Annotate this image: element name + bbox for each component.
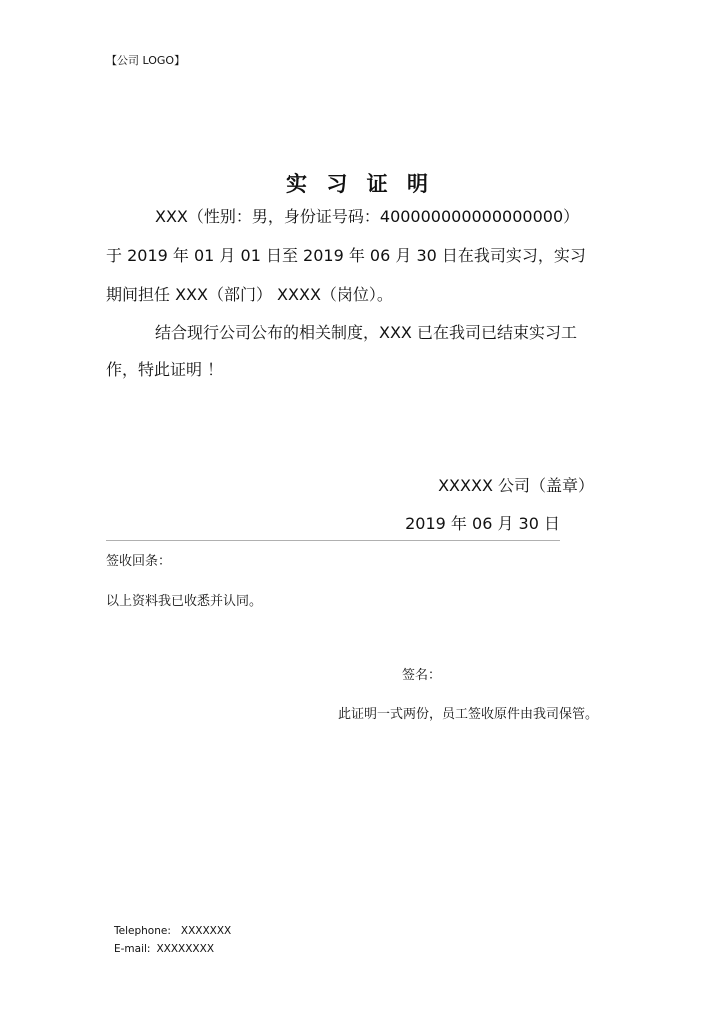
issue-date: 2019 年 06 月 30 日 [405,514,560,533]
receipt-label: 签收回条： [106,554,172,569]
body-paragraph-1-line-1: XXX（性别：男，身份证号码：400000000000000000） [155,207,580,226]
body-paragraph-1-line-3: 期间担任 XXX（部门） XXXX（岗位）。 [106,285,393,304]
custody-note: 此证明一式两份，员工签收原件由我司保管。 [337,707,598,722]
section-divider [106,540,560,541]
telephone-label: Telephone: [114,925,171,937]
body-paragraph-1-line-2: 于 2019 年 01 月 01 日至 2019 年 06 月 30 日在我司实习，实习 [106,246,586,265]
company-seal-line: XXXXX 公司（盖章） [438,476,594,495]
email-value: XXXXXXXX [156,943,215,955]
body-paragraph-2-line-1: 结合现行公司公布的相关制度，XXX 已在我司已结束实习工 [155,323,577,342]
email-label: E-mail: [114,943,151,955]
footer-telephone [114,925,231,937]
body-paragraph-2-line-2: 作，特此证明 ！ [106,360,224,379]
acknowledgement-text: 以上资料我已收悉并认同。 [106,594,263,609]
telephone-value: XXXXXXX [180,925,232,937]
footer-email [114,943,214,955]
company-logo-placeholder: 【公司 LOGO】 [106,54,186,67]
document-title: 实 习 证 明 [286,172,434,196]
signature-label: 签名： [402,668,442,683]
